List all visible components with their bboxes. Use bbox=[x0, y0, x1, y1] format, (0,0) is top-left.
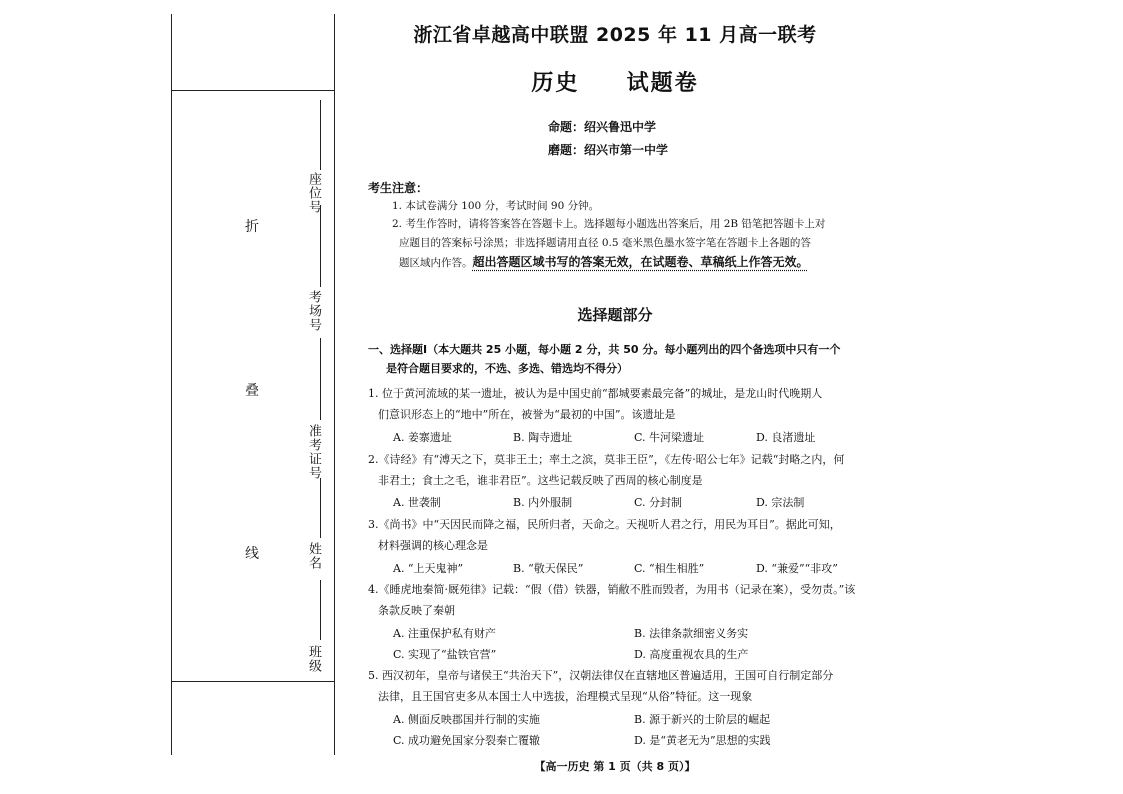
question-5-option-a[interactable]: A. 侧面反映郡国并行制的实施 bbox=[393, 713, 540, 726]
question-2-option-c[interactable]: C. 分封制 bbox=[634, 496, 683, 509]
margin-inner-line bbox=[334, 14, 335, 755]
question-1-option-d[interactable]: D. 良渚遗址 bbox=[756, 431, 816, 444]
question-3-option-a[interactable]: A. “上天鬼神” bbox=[393, 562, 464, 575]
name-label: 姓名 bbox=[306, 542, 321, 570]
notice-title: 考生注意： bbox=[368, 181, 429, 195]
notice-item-2-line-1: 2. 考生作答时，请将答案答在答题卡上。选择题每小题选出答案后，用 2B 铅笔把答题卡上对 bbox=[392, 218, 826, 230]
fold-char-2: 叠 bbox=[245, 383, 259, 399]
exam-id-label: 准考证号 bbox=[306, 424, 321, 480]
question-1-line-2: 们意识形态上的“地中”所在，被誉为“最初的中国”。该遗址是 bbox=[378, 408, 676, 421]
question-1-option-a[interactable]: A. 姜寨遗址 bbox=[393, 431, 452, 444]
question-2-line-1: 2.《诗经》有“溥天之下，莫非王土；率土之滨，莫非王臣”，《左传·昭公七年》记载“封略之内，何 bbox=[368, 453, 845, 466]
fold-char-3: 线 bbox=[245, 546, 259, 562]
name-line[interactable] bbox=[320, 478, 321, 538]
question-3-line-2: 材料强调的核心理念是 bbox=[378, 539, 488, 552]
question-5-line-1: 5. 西汉初年，皇帝与诸侯王“共治天下”，汉朝法律仅在直辖地区普遍适用，王国可自行制定部分 bbox=[368, 669, 834, 682]
question-1-option-b[interactable]: B. 陶寺遗址 bbox=[513, 431, 573, 444]
question-4-option-b[interactable]: B. 法律条款细密义务实 bbox=[634, 627, 749, 640]
question-3-option-d[interactable]: D. “兼爱”“非攻” bbox=[756, 562, 838, 575]
question-2-option-d[interactable]: D. 宗法制 bbox=[756, 496, 805, 509]
question-1-option-c[interactable]: C. 牛河梁遗址 bbox=[634, 431, 705, 444]
instructions-line-1: 一、选择题Ⅰ（本大题共 25 小题，每小题 2 分，共 50 分。每小题列出的四个备选项中只有一个 bbox=[368, 343, 841, 356]
exam-subtitle: 历史 试题卷 bbox=[531, 70, 699, 96]
question-2-option-a[interactable]: A. 世袭制 bbox=[393, 496, 441, 509]
exam-id-line[interactable] bbox=[320, 338, 321, 420]
reviewer-credit: 磨题：绍兴市第一中学 bbox=[548, 143, 669, 157]
notice-item-2-line-3 bbox=[399, 251, 809, 272]
fold-char-1: 折 bbox=[245, 219, 259, 235]
question-4-option-d[interactable]: D. 高度重视农具的生产 bbox=[634, 648, 749, 661]
question-3-line-1: 3.《尚书》中“天因民而降之福，民所归者，天命之。天视听人君之行，用民为耳目”。据此可知， bbox=[368, 518, 841, 531]
question-2-line-2: 非君土；食土之毛，谁非君臣”。这些记载反映了西周的核心制度是 bbox=[378, 474, 703, 487]
question-3-option-c[interactable]: C. “相生相胜” bbox=[634, 562, 705, 575]
notice-emphasis: 超出答题区域书写的答案无效，在试题卷、草稿纸上作答无效。 bbox=[472, 255, 809, 269]
question-4-option-c[interactable]: C. 实现了“盐铁官营” bbox=[393, 648, 497, 661]
section-title: 选择题部分 bbox=[577, 306, 653, 324]
question-5-option-c[interactable]: C. 成功避免国家分裂秦亡覆辙 bbox=[393, 734, 541, 747]
notice-item-2-line-2: 应题目的答案标号涂黑；非选择题请用直径 0.5 毫米黑色墨水签字笔在答题卡上各题的答 bbox=[399, 237, 811, 249]
question-2-option-b[interactable]: B. 内外服制 bbox=[513, 496, 573, 509]
exam-title: 浙江省卓越高中联盟 2025 年 11 月高一联考 bbox=[413, 24, 817, 46]
question-1-line-1: 1. 位于黄河流域的某一遗址，被认为是中国史前“都城要素最完备”的城址，是龙山时代晚期人 bbox=[368, 387, 823, 400]
instructions-line-2: 是符合题目要求的，不选、多选、错选均不得分） bbox=[386, 362, 628, 375]
exam-room-label: 考场号 bbox=[306, 290, 321, 332]
question-5-line-2: 法律，且王国官吏多从本国士人中选拔，治理模式呈现“从俗”特征。这一现象 bbox=[378, 690, 753, 703]
class-line[interactable] bbox=[320, 580, 321, 640]
question-5-option-b[interactable]: B. 源于新兴的士阶层的崛起 bbox=[634, 713, 771, 726]
question-3-option-b[interactable]: B. “敬天保民” bbox=[513, 562, 584, 575]
class-label: 班级 bbox=[306, 645, 321, 673]
question-5-option-d[interactable]: D. 是“黄老无为”思想的实践 bbox=[634, 734, 771, 747]
question-4-line-1: 4.《睡虎地秦简·厩苑律》记载：“假（借）铁器，销敝不胜而毁者，为用书（记录在案），受勿责。”该 bbox=[368, 583, 856, 596]
seat-number-line[interactable] bbox=[320, 100, 321, 170]
margin-bottom-divider bbox=[171, 681, 334, 682]
margin-top-divider bbox=[171, 90, 334, 91]
question-4-line-2: 条款反映了秦朝 bbox=[378, 604, 455, 617]
notice-item-2-text: 题区域内作答。 bbox=[399, 257, 473, 269]
notice-item-1: 1. 本试卷满分 100 分，考试时间 90 分钟。 bbox=[392, 200, 600, 212]
author-credit: 命题：绍兴鲁迅中学 bbox=[548, 120, 657, 134]
margin-outer-line bbox=[171, 14, 172, 755]
page-footer: 【高一历史 第 1 页（共 8 页）】 bbox=[534, 760, 696, 773]
question-4-option-a[interactable]: A. 注重保护私有财产 bbox=[393, 627, 496, 640]
seat-number-label: 座位号 bbox=[306, 172, 321, 214]
exam-room-line[interactable] bbox=[320, 205, 321, 287]
